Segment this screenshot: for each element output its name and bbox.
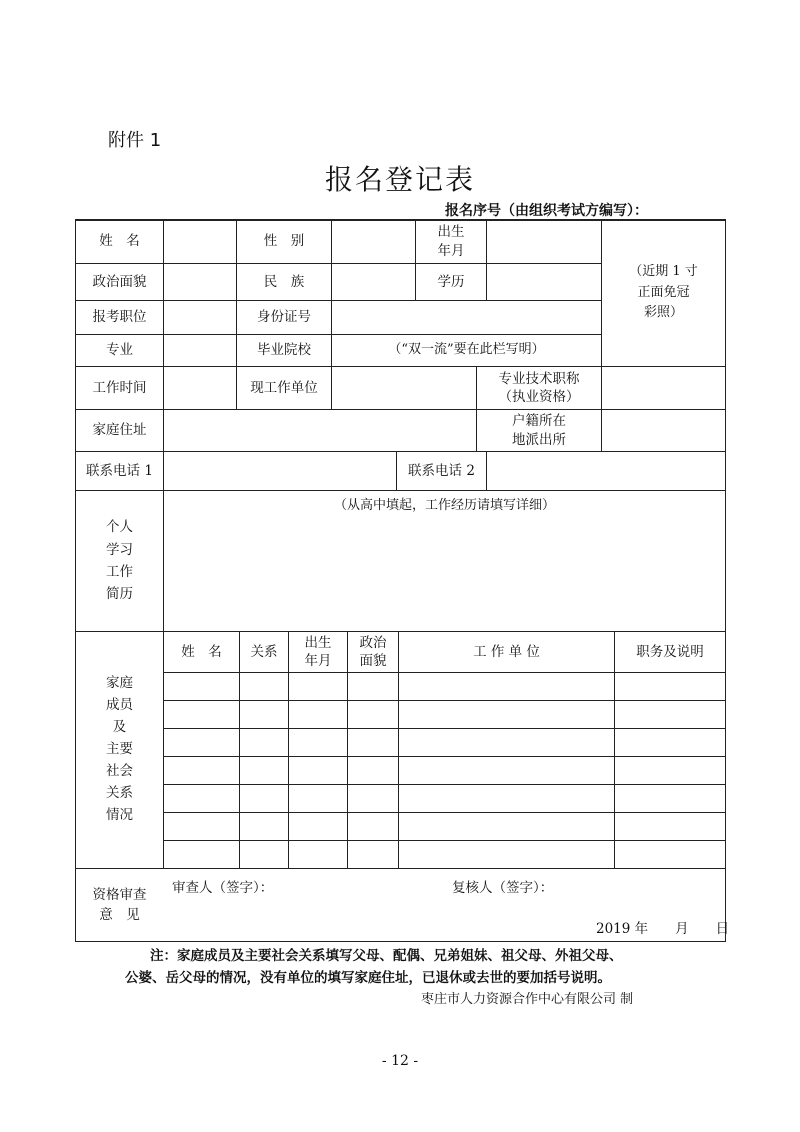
police-station-label: 户籍所在 地派出所 [512,413,566,448]
review-label: 资格审查 意 见 [92,886,147,923]
resume-hint: （从高中填起，工作经历请填写详细） [333,498,555,513]
political-label: 政治面貌 [92,273,147,290]
major-field[interactable] [164,335,236,366]
resume-field[interactable] [164,491,725,631]
family-row[interactable] [164,757,725,784]
serial-number-label: 报名序号（由组织考试方编写）： [445,203,648,219]
family-col-birth: 出生 年月 [304,634,332,669]
position-label: 报考职位 [92,309,147,326]
current-unit-field[interactable] [332,367,476,409]
note-line-2: 公婆、岳父母的情况，没有单位的填写家庭住址，已退休或去世的要加括号说明。 [125,970,611,986]
family-row[interactable] [164,813,725,840]
gender-label: 性 别 [263,233,305,250]
education-field[interactable] [487,264,601,300]
family-label: 家庭 成员 及 主要 社会 关系 情况 [106,675,133,823]
form-title: 报名登记表 [324,163,475,196]
current-unit-label: 现工作单位 [250,379,318,396]
family-row[interactable] [164,701,725,728]
name-label: 姓 名 [99,233,140,250]
birth-label: 出生 年月 [437,224,465,259]
phone2-label: 联系电话 2 [408,462,475,479]
education-label: 学历 [437,273,465,290]
review-date[interactable]: 2019 年 月 日 [596,921,730,937]
gender-field[interactable] [332,220,415,263]
work-time-field[interactable] [164,367,236,409]
title-qualification-field[interactable] [602,367,725,409]
phone1-label: 联系电话 1 [86,462,153,479]
major-label: 专业 [106,342,133,359]
attachment-label: 附件 1 [108,130,162,151]
title-qualification-label: 专业技术职称 （执业资格） [498,370,580,405]
family-row[interactable] [164,673,725,700]
phone1-field[interactable] [164,452,396,490]
birth-field[interactable] [487,220,601,263]
family-col-political: 政治 面貌 [359,634,387,669]
family-row[interactable] [164,729,725,756]
position-field[interactable] [164,301,236,334]
family-col-name: 姓 名 [181,643,222,660]
family-row[interactable] [164,841,725,868]
school-hint[interactable]: （“双一流”要在此栏写明） [388,342,545,358]
photo-placeholder[interactable]: （近期 1 寸 正面免冠 彩照） [629,263,698,321]
school-label: 毕业院校 [257,342,311,359]
id-number-label: 身份证号 [257,309,311,326]
note-line-1: 注：家庭成员及主要社会关系填写父母、配偶、兄弟姐妹、祖父母、外祖父母、 [150,948,623,964]
family-col-duty: 职务及说明 [636,643,704,660]
id-number-field[interactable] [332,301,601,334]
ethnicity-field[interactable] [332,264,415,300]
address-field[interactable] [164,410,476,451]
family-col-relation: 关系 [250,643,278,660]
rechecker-signature[interactable]: 复核人（签字）： [452,880,554,896]
reviewer-signature[interactable]: 审查人（签字）： [172,880,274,896]
family-col-unit: 工 作 单 位 [473,643,540,660]
address-label: 家庭住址 [92,422,147,439]
police-station-field[interactable] [602,410,725,451]
phone2-field[interactable] [487,452,725,490]
ethnicity-label: 民 族 [263,273,305,290]
name-field[interactable] [164,220,236,263]
resume-label: 个人 学习 工作 简历 [106,519,133,603]
maker-label: 枣庄市人力资源合作中心有限公司 制 [421,992,634,1007]
political-field[interactable] [164,264,236,300]
family-row[interactable] [164,785,725,812]
work-time-label: 工作时间 [92,379,147,396]
page-number: - 12 - [381,1053,419,1069]
